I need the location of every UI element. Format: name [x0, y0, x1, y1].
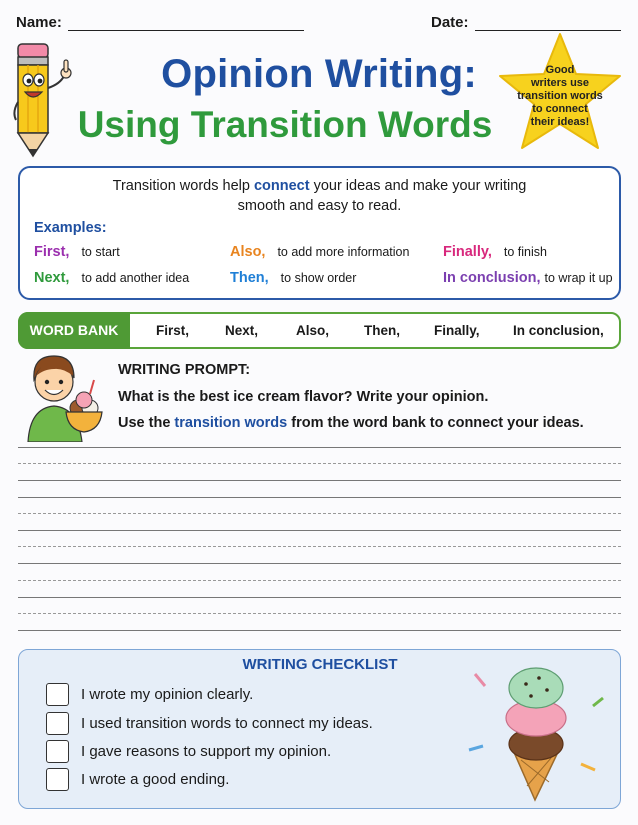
name-field[interactable]	[16, 14, 304, 31]
writing-guide-line	[18, 463, 621, 464]
writing-line[interactable]	[18, 480, 621, 481]
example-next: Next, to add another idea	[34, 270, 190, 286]
boy-with-ice-cream-icon	[20, 350, 104, 442]
word-bank-word: Also,	[296, 323, 330, 338]
writing-line[interactable]	[18, 630, 621, 631]
checkbox[interactable]	[46, 740, 69, 763]
checklist-item: I wrote a good ending.	[46, 768, 229, 791]
checkbox[interactable]	[46, 683, 69, 706]
word-bank-word: Finally,	[434, 323, 480, 338]
checklist-item: I wrote my opinion clearly.	[46, 683, 253, 706]
example-in-conclusion: In conclusion, to wrap it up	[443, 270, 613, 286]
word-bank-word: Then,	[364, 323, 400, 338]
word-bank-word: First,	[156, 323, 190, 338]
writing-line[interactable]	[18, 447, 621, 448]
page-title-line1: Opinion Writing:	[161, 52, 477, 96]
date-line[interactable]	[475, 17, 621, 31]
writing-guide-line	[18, 580, 621, 581]
writing-guide-line	[18, 546, 621, 547]
name-line[interactable]	[68, 17, 304, 31]
checkbox[interactable]	[46, 768, 69, 791]
writing-guide-line	[18, 513, 621, 514]
writing-line[interactable]	[18, 530, 621, 531]
intro-text: Transition words help connect your ideas and make your writing smooth and easy to read.	[112, 178, 527, 214]
name-label: Name:	[16, 14, 62, 31]
checklist-title: WRITING CHECKLIST	[242, 656, 398, 673]
date-field[interactable]	[431, 14, 621, 31]
word-bank-label: WORD BANK	[18, 312, 130, 349]
writing-prompt-question: What is the best ice cream flavor? Write your opinion.	[118, 389, 489, 405]
ice-cream-cone-icon	[463, 654, 613, 804]
example-also: Also, to add more information	[230, 244, 410, 260]
word-bank	[18, 312, 621, 349]
writing-line[interactable]	[18, 563, 621, 564]
writing-line[interactable]	[18, 497, 621, 498]
date-label: Date:	[431, 14, 469, 31]
checkbox[interactable]	[46, 712, 69, 735]
word-bank-word: Next,	[225, 323, 259, 338]
writing-line[interactable]	[18, 597, 621, 598]
writing-prompt-title: WRITING PROMPT:	[118, 362, 251, 378]
transition-intro-box	[18, 166, 621, 300]
checklist-item: I gave reasons to support my opinion.	[46, 740, 331, 763]
star-callout-text: Good writers use transition words to connect their ideas!	[517, 64, 603, 128]
writing-prompt-instruction: Use the transition words from the word bank to connect your ideas.	[118, 415, 584, 431]
example-first: First, to start	[34, 244, 120, 260]
word-bank-word: In conclusion,	[513, 323, 604, 338]
page-title-line2: Using Transition Words	[77, 104, 493, 145]
examples-label: Examples:	[34, 220, 107, 236]
checklist-item: I used transition words to connect my ideas.	[46, 712, 373, 735]
example-finally: Finally, to finish	[443, 244, 547, 260]
writing-guide-line	[18, 613, 621, 614]
example-then: Then, to show order	[230, 270, 357, 286]
